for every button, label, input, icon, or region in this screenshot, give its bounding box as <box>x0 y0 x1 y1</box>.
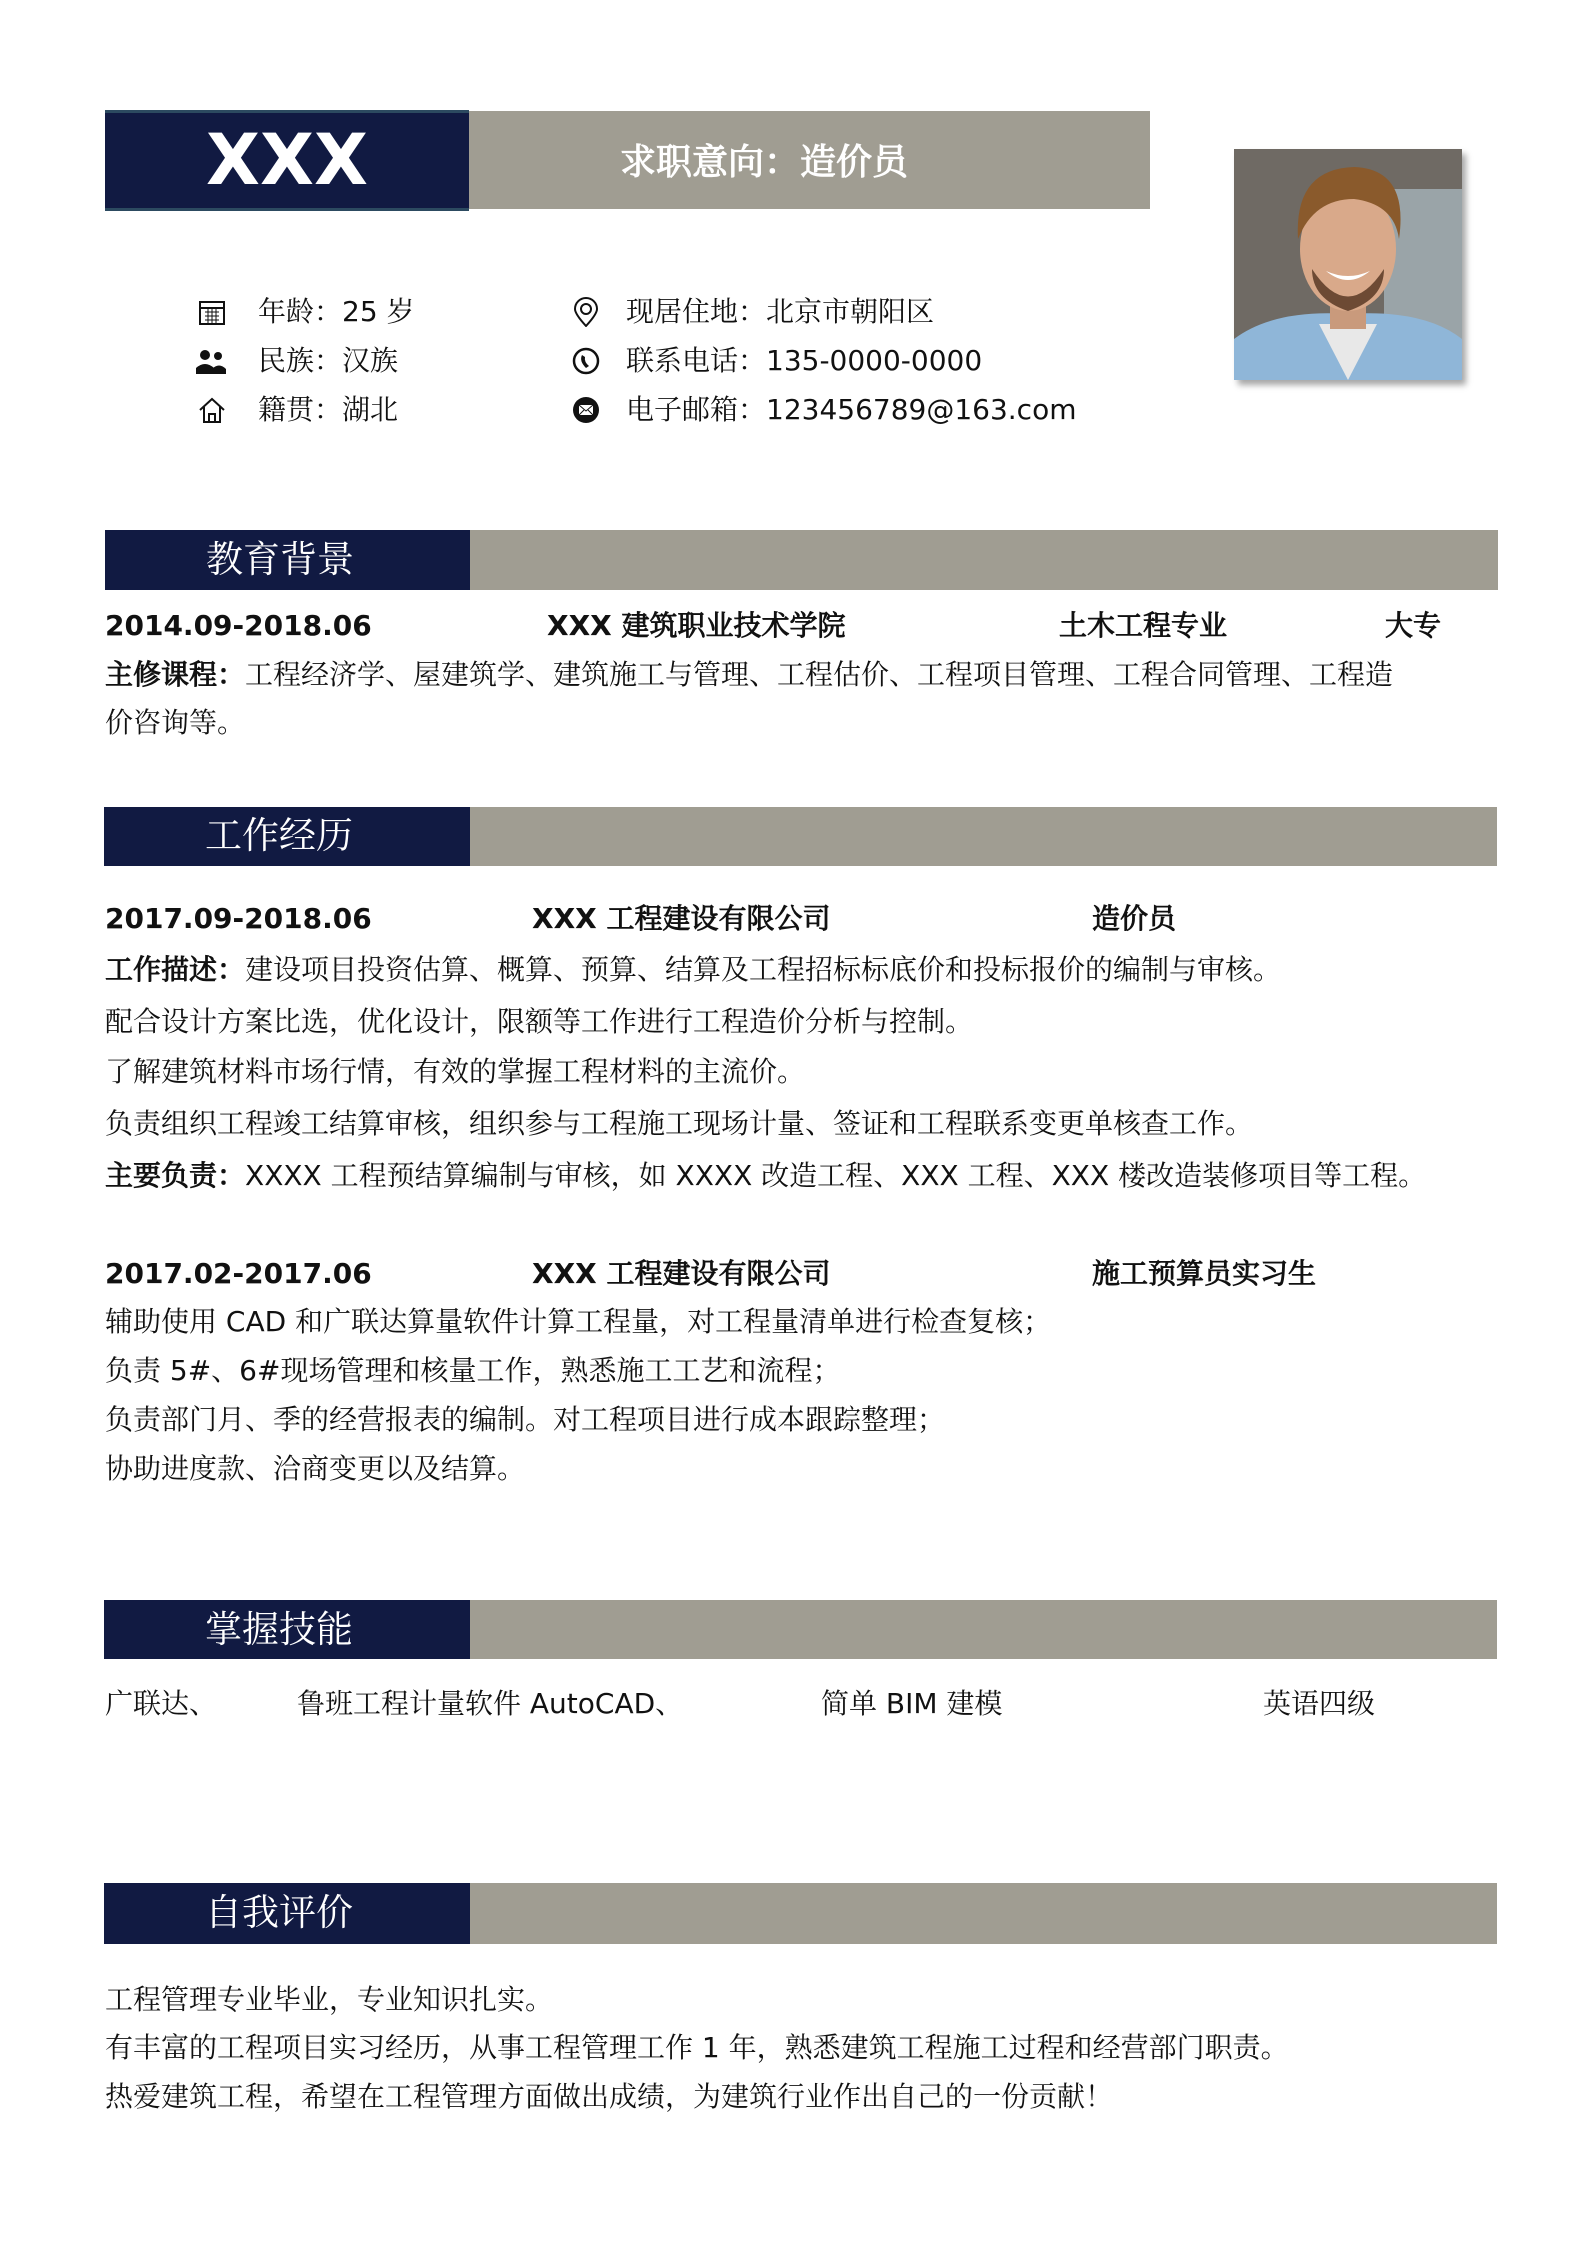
skill-item: 广联达、 <box>105 1687 218 1720</box>
profile-photo <box>1234 149 1462 380</box>
job-objective: 求职意向：造价员 <box>619 142 908 183</box>
candidate-name: XXX <box>206 119 368 201</box>
skills-title: 掌握技能 <box>205 1608 353 1651</box>
job1-position: 造价员 <box>1092 902 1177 935</box>
job2-period: 2017.02-2017.06 <box>105 1257 372 1290</box>
job1-company: XXX 工程建设有限公司 <box>532 902 831 935</box>
job2-line: 负责部门月、季的经营报表的编制。对工程项目进行成本跟踪整理； <box>105 1403 946 1436</box>
self-line: 热爱建筑工程，希望在工程管理方面做出成绩，为建筑行业作出自己的一份贡献！ <box>105 2080 1114 2113</box>
job1-desc <box>105 953 1281 987</box>
job1-resp <box>105 1159 1426 1193</box>
skill-item: 英语四级 <box>1263 1687 1376 1720</box>
skill-item: 鲁班工程计量软件 AutoCAD、 <box>297 1687 684 1720</box>
edu-major: 土木工程专业 <box>1059 609 1228 642</box>
edu-school: XXX 建筑职业技术学院 <box>547 609 846 642</box>
job2-line: 负责 5#、6#现场管理和核量工作，熟悉施工工艺和流程； <box>105 1354 841 1387</box>
info-ethnicity: 民族：汉族 <box>258 344 399 377</box>
education-title: 教育背景 <box>206 538 354 581</box>
home-icon <box>197 395 227 425</box>
skill-item: 简单 BIM 建模 <box>821 1687 1003 1720</box>
email-icon <box>571 395 601 425</box>
info-hometown: 籍贯：湖北 <box>258 393 399 426</box>
self-title: 自我评价 <box>205 1891 353 1934</box>
job1-period: 2017.09-2018.06 <box>105 902 372 935</box>
job2-line: 协助进度款、洽商变更以及结算。 <box>105 1452 526 1485</box>
edu-period: 2014.09-2018.06 <box>105 609 372 642</box>
job2-position: 施工预算员实习生 <box>1092 1257 1317 1290</box>
courses-label: 主修课程： <box>105 658 246 691</box>
courses-text: 工程经济学、屋建筑学、建筑施工与管理、工程估价、工程项目管理、工程合同管理、工程造 <box>245 658 1394 691</box>
resp-label: 主要负责： <box>105 1159 246 1192</box>
location-pin-icon <box>571 297 601 327</box>
calendar-icon <box>197 297 227 327</box>
self-line: 有丰富的工程项目实习经历，从事工程管理工作 1 年，熟悉建筑工程施工过程和经营部门职责。 <box>105 2031 1289 2064</box>
desc-label: 工作描述： <box>105 953 246 986</box>
edu-courses-cont: 价咨询等。 <box>105 706 246 739</box>
info-age: 年龄：25 岁 <box>258 295 415 328</box>
self-line: 工程管理专业毕业，专业知识扎实。 <box>105 1983 554 2016</box>
edu-degree: 大专 <box>1385 609 1442 642</box>
job2-company: XXX 工程建设有限公司 <box>532 1257 831 1290</box>
job1-line: 负责组织工程竣工结算审核，组织参与工程施工现场计量、签证和工程联系变更单核查工作。 <box>105 1107 1254 1140</box>
work-title: 工作经历 <box>205 814 353 857</box>
info-phone: 联系电话：135-0000-0000 <box>626 344 983 377</box>
info-residence: 现居住地：北京市朝阳区 <box>626 295 935 328</box>
edu-courses <box>105 658 1393 692</box>
desc-text: 建设项目投资估算、概算、预算、结算及工程招标标底价和投标报价的编制与审核。 <box>245 953 1282 986</box>
job1-line: 配合设计方案比选，优化设计，限额等工作进行工程造价分析与控制。 <box>105 1005 974 1038</box>
info-email: 电子邮箱：123456789@163.com <box>626 393 1077 426</box>
job2-line: 辅助使用 CAD 和广联达算量软件计算工程量，对工程量清单进行检查复核； <box>105 1305 1052 1338</box>
resp-text: XXXX 工程预结算编制与审核，如 XXXX 改造工程、XXX 工程、XXX 楼改造装修项目等工程。 <box>245 1159 1427 1192</box>
people-icon <box>195 346 225 376</box>
job1-line: 了解建筑材料市场行情，有效的掌握工程材料的主流价。 <box>105 1055 806 1088</box>
phone-icon <box>571 346 601 376</box>
